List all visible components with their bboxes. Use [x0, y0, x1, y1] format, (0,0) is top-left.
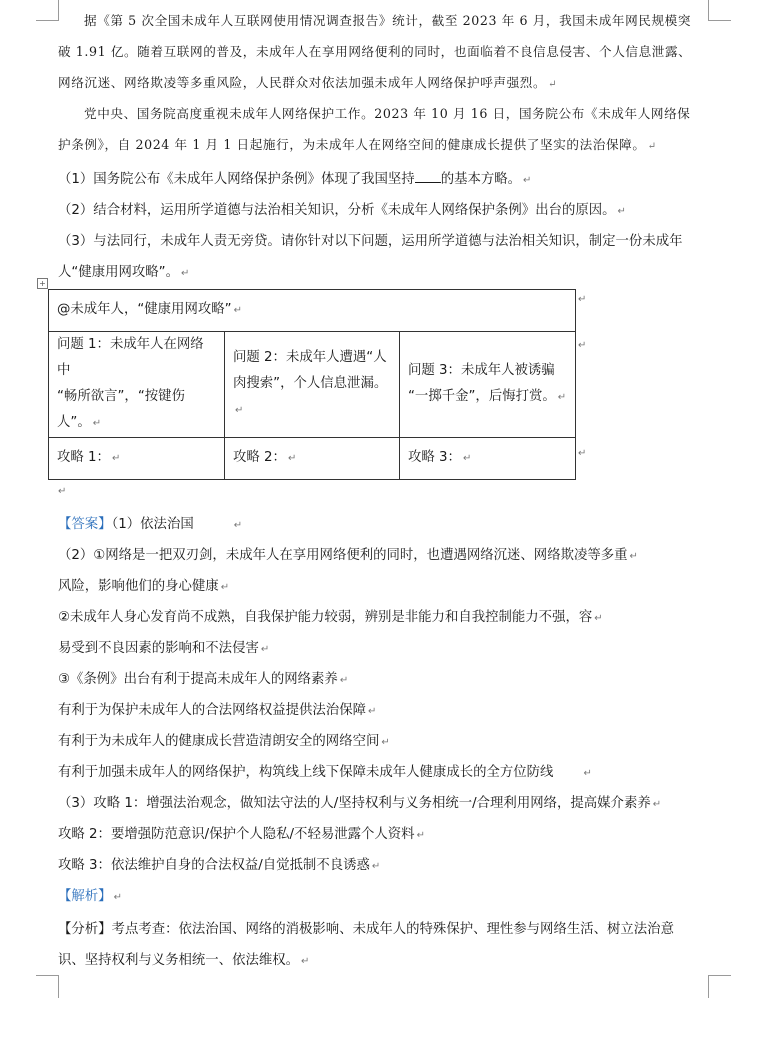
- answer-2-line-3: ②未成年人身心发育尚不成熟，自我保护能力较弱，辨别是非能力和自我控制能力不强，容 ↵: [58, 610, 603, 625]
- question-3-line-1: （3）与法同行，未成年人责无旁贷。请你针对以下问题，运用所学道德与法治相关知识，制定一份未成年: [58, 234, 683, 249]
- paragraph-mark: ↵: [617, 206, 626, 217]
- paragraph-mark: ↵: [381, 737, 390, 748]
- strategy-1-cell[interactable]: 攻略 1： ↵: [49, 438, 225, 480]
- question-3-line-2: 人“健康用网攻略”。 ↵: [58, 265, 190, 280]
- intro-paragraph-1-line-1: 据《第 5 次全国未成年人互联网使用情况调查报告》统计，截至 2023 年 6 月，我国未成年网民规模突: [84, 13, 692, 28]
- paragraph-mark: ↵: [367, 706, 377, 717]
- paragraph-mark: ↵: [113, 892, 122, 903]
- analysis-line-1: 【分析】考点考查：依法治国、网络的消极影响、未成年人的特殊保护、理性参与网络生活、树立法治意: [58, 922, 674, 937]
- answer-2-line-2: 风险，影响他们的身心健康 ↵: [58, 579, 230, 594]
- row-end-mark: ↵: [578, 294, 587, 305]
- cell-mark: ↵: [92, 418, 102, 429]
- paragraph-mark: ↵: [583, 768, 592, 779]
- answer-3-line-3: 攻略 3：依法维护自身的合法权益/自觉抵制不良诱惑 ↵: [58, 858, 381, 873]
- question-1: （1）国务院公布《未成年人网络保护条例》体现了我国坚持 的基本方略。 ↵: [58, 172, 532, 187]
- answer-3-line-2: 攻略 2：要增强防范意识/保护个人隐私/不轻易泄露个人资料 ↵: [58, 827, 425, 842]
- answer-2-line-4: 易受到不良因素的影响和不法侵害 ↵: [58, 641, 270, 656]
- table-move-handle-icon[interactable]: +: [37, 278, 48, 289]
- cell-mark: ↵: [462, 453, 472, 464]
- problem-1-line: 人”。 ↵: [57, 415, 102, 430]
- table-row: [49, 332, 576, 438]
- table-row: [49, 290, 576, 332]
- answer-2-line-7: 有利于为未成年人的健康成长营造清朗安全的网络空间 ↵: [58, 734, 390, 749]
- paragraph-mark: ↵: [523, 175, 532, 186]
- cell-mark: ↵: [233, 305, 242, 316]
- strategy-table: [48, 289, 576, 480]
- paragraph-mark: ↵: [371, 861, 381, 872]
- paragraph-mark: ↵: [652, 799, 662, 810]
- paragraph-mark: ↵: [58, 486, 67, 497]
- paragraph-mark: ↵: [181, 268, 190, 279]
- problem-1-line: “畅所欲言”，“按键伤: [57, 389, 185, 404]
- intro-paragraph-2-line-2: 护条例》，自 2024 年 1 月 1 日起施行，为未成年人在网络空间的健康成长提供了坚实的法治保障。 ↵: [58, 137, 657, 152]
- answer-2-line-6: 有利于为保护未成年人的合法网络权益提供法治保障 ↵: [58, 703, 377, 718]
- intro-paragraph-1-line-2: 破 1.91 亿。随着互联网的普及，未成年人在享用网络便利的同时，也面临着不良信息侵害、个人信息泄露、: [58, 44, 692, 59]
- answer-tag: 【答案】: [58, 517, 112, 532]
- paragraph-mark: ↵: [260, 644, 270, 655]
- paragraph-mark: ↵: [339, 675, 349, 686]
- answer-2-line-1: （2）①网络是一把双刃剑，未成年人在享用网络便利的同时，也遭遇网络沉迷、网络欺凌等多重 ↵: [58, 548, 638, 563]
- problem-1-cell[interactable]: [49, 332, 225, 438]
- crop-mark-bottom-right: [708, 975, 731, 998]
- answer-blank: [415, 170, 441, 183]
- strategy-2-cell[interactable]: 攻略 2： ↵: [225, 438, 400, 480]
- crop-mark-top-left: [36, 0, 59, 21]
- crop-mark-bottom-left: [36, 975, 59, 998]
- problem-1-line: 问题 1：未成年人在网络中: [57, 337, 204, 378]
- analysis-line-2: 识、坚持权利与义务相统一、依法维权。 ↵: [58, 953, 310, 968]
- problem-3-cell[interactable]: [400, 332, 576, 438]
- strategy-3-cell[interactable]: 攻略 3： ↵: [400, 438, 576, 480]
- problem-3-line: 问题 3：未成年人被诱骗: [408, 363, 555, 378]
- answer-1: 【答案】（1）依法治国 ↵: [58, 517, 243, 532]
- answer-2-line-5: ③《条例》出台有利于提高未成年人的网络素养 ↵: [58, 672, 349, 687]
- paragraph-mark: ↵: [629, 551, 638, 562]
- paragraph-mark: ↵: [233, 520, 243, 531]
- paragraph-mark: ↵: [301, 956, 310, 967]
- paragraph-mark: ↵: [416, 830, 425, 841]
- problem-2-line: 问题 2：未成年人遭遇“人: [233, 350, 387, 365]
- paragraph-mark: ↵: [548, 79, 558, 90]
- question-2: （2）结合材料，运用所学道德与法治相关知识，分析《未成年人网络保护条例》出台的原因。 ↵: [58, 203, 626, 218]
- row-end-mark: ↵: [578, 448, 587, 459]
- cell-mark: ↵: [111, 453, 121, 464]
- paragraph-mark: ↵: [594, 613, 603, 624]
- intro-paragraph-1-line-3: 网络沉迷、网络欺凌等多重风险，人民群众对依法加强未成年人网络保护呼声强烈。 ↵: [58, 75, 558, 90]
- problem-2-cell[interactable]: [225, 332, 400, 438]
- answer-2-line-8: 有利于加强未成年人的网络保护，构筑线上线下保障未成年人健康成长的全方位防线 ↵: [58, 765, 592, 780]
- table-row: [49, 438, 576, 480]
- cell-mark: ↵: [235, 405, 244, 416]
- paragraph-mark: ↵: [647, 141, 657, 152]
- cell-mark: ↵: [557, 392, 567, 403]
- problem-2-line: 肉搜索”，个人信息泄漏。↵: [233, 376, 388, 416]
- answer-3-line-1: （3）攻略 1：增强法治观念，做知法守法的人/坚持权利与义务相统一/合理利用网络，提高媒介素养 ↵: [58, 796, 662, 811]
- crop-mark-top-right: [708, 0, 731, 21]
- intro-paragraph-2-line-1: 党中央、国务院高度重视未成年人网络保护工作。2023 年 10 月 16 日，国务院公布《未成年人网络保: [84, 106, 691, 121]
- paragraph-mark: ↵: [220, 582, 230, 593]
- problem-3-line: “一掷千金”，后悔打赏。 ↵: [408, 389, 567, 404]
- row-end-mark: ↵: [578, 340, 587, 351]
- table-header-cell[interactable]: @未成年人，“健康用网攻略” ↵: [49, 290, 576, 332]
- analysis-heading: 【解析】 ↵: [58, 889, 122, 904]
- cell-mark: ↵: [287, 453, 297, 464]
